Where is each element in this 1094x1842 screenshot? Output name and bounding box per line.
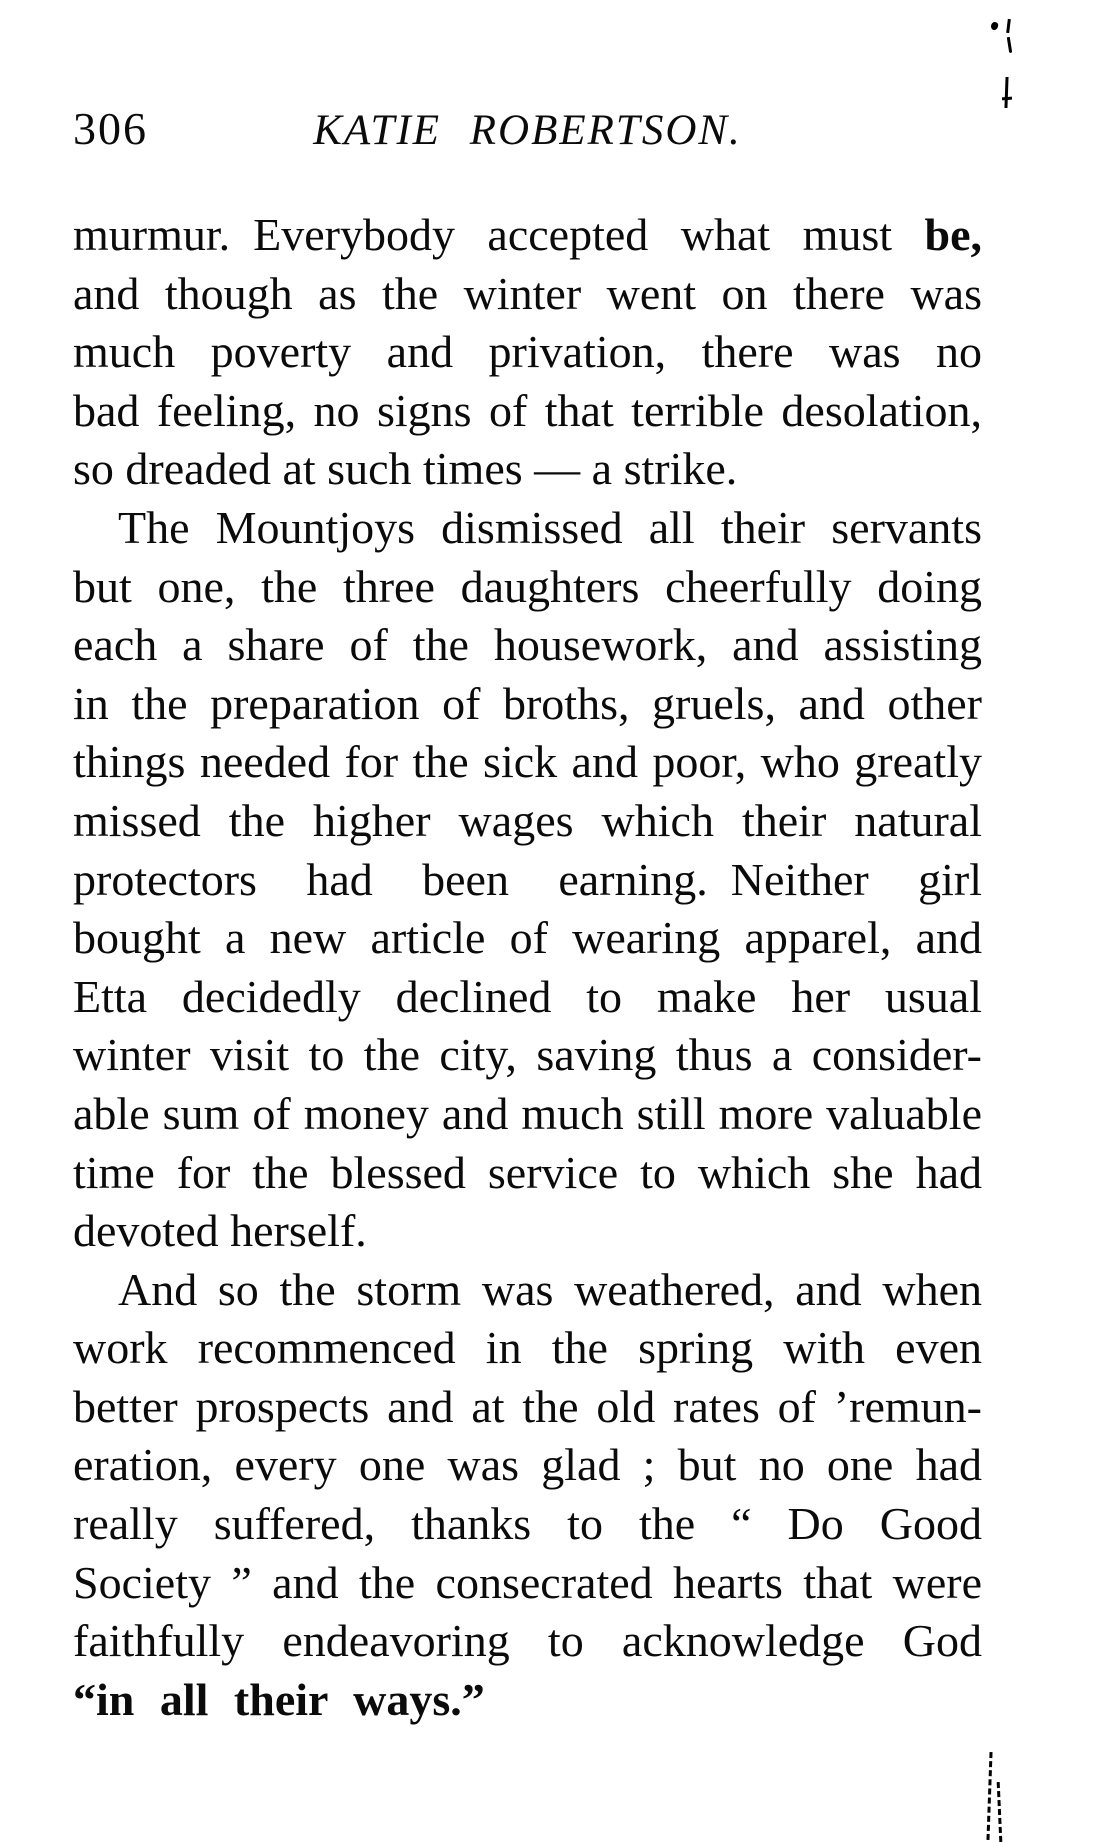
text-run: really suffered, thanks to the “ Do Good [73,1498,982,1550]
page-number: 306 [73,103,148,154]
text-run: work recommenced in the spring with even [73,1322,982,1374]
scan-artifact-scratch [997,1782,1003,1842]
text-run: time for the blessed service to which she had [73,1146,982,1198]
text-run: eration, every one was glad ; but no one had [73,1439,982,1491]
text-line [73,675,982,734]
text-line [73,1612,982,1671]
text-line [73,558,982,617]
text-line [73,1144,982,1203]
text-run: in the preparation of broths, gruels, and other [73,677,982,729]
text-run: missed the higher wages which their natural [73,794,982,846]
scan-artifact-tick [1004,77,1008,108]
text-run: so dreaded at such times — a strike. [73,443,738,495]
text-line [73,382,982,441]
text-line [73,1319,982,1378]
page-header [73,102,982,158]
text-run: and though as the winter went on there was [73,267,982,319]
scan-artifact-scratch [986,1752,992,1840]
text-line [73,909,982,968]
text-line [73,1436,982,1495]
text-run: “in all their ways.” [73,1673,485,1725]
scan-artifact-dot [990,21,999,31]
text-run: The Mountjoys dismissed all their servants [118,501,982,553]
text-run: bad feeling, no signs of that terrible desolation, [73,384,982,436]
text-run: faithfully endeavoring to acknowledge God [73,1615,982,1667]
text-run: be, [924,209,982,260]
text-run: devoted herself. [73,1205,367,1257]
text-line [73,851,982,910]
text-line [73,1085,982,1144]
text-run: able sum of money and much still more valuable [73,1087,982,1139]
text-run: murmur. Everybody accepted what must [73,209,925,260]
text-run: Society ” and the consecrated hearts that were [73,1556,982,1608]
text-run: each a share of the housework, and assisting [73,619,982,671]
running-title: KATIE ROBERTSON. [313,107,742,154]
text-run: winter visit to the city, saving thus a consider- [73,1029,982,1081]
text-run: but one, the three daughters cheerfully doing [73,560,982,612]
text-line [73,206,982,265]
text-line [73,1554,982,1613]
text-line [73,440,982,499]
text-line [73,1378,982,1437]
text-line [73,1671,982,1730]
scan-artifact-tick [1006,19,1011,33]
text-line [73,265,982,324]
text-line [73,968,982,1027]
text-run: things needed for the sick and poor, who greatly [73,736,982,788]
text-run: And so the storm was weathered, and when [118,1263,982,1315]
text-line [73,733,982,792]
text-line [73,1495,982,1554]
text-line [73,1261,982,1320]
scan-artifact-tick [1007,37,1012,53]
text-run: Etta decidedly declined to make her usual [73,970,982,1022]
text-run: much poverty and privation, there was no [73,326,982,378]
text-run: bought a new article of wearing apparel, and [73,912,982,964]
scan-artifact-tick [1002,97,1012,101]
text-line [73,1202,982,1261]
text-line [73,792,982,851]
text-run: better prospects and at the old rates of ’remun- [73,1380,982,1432]
text-line [73,499,982,558]
page-body [73,206,982,1729]
text-line [73,616,982,675]
text-line [73,1026,982,1085]
text-run: protectors had been earning. Neither girl [73,853,982,905]
text-line [73,323,982,382]
